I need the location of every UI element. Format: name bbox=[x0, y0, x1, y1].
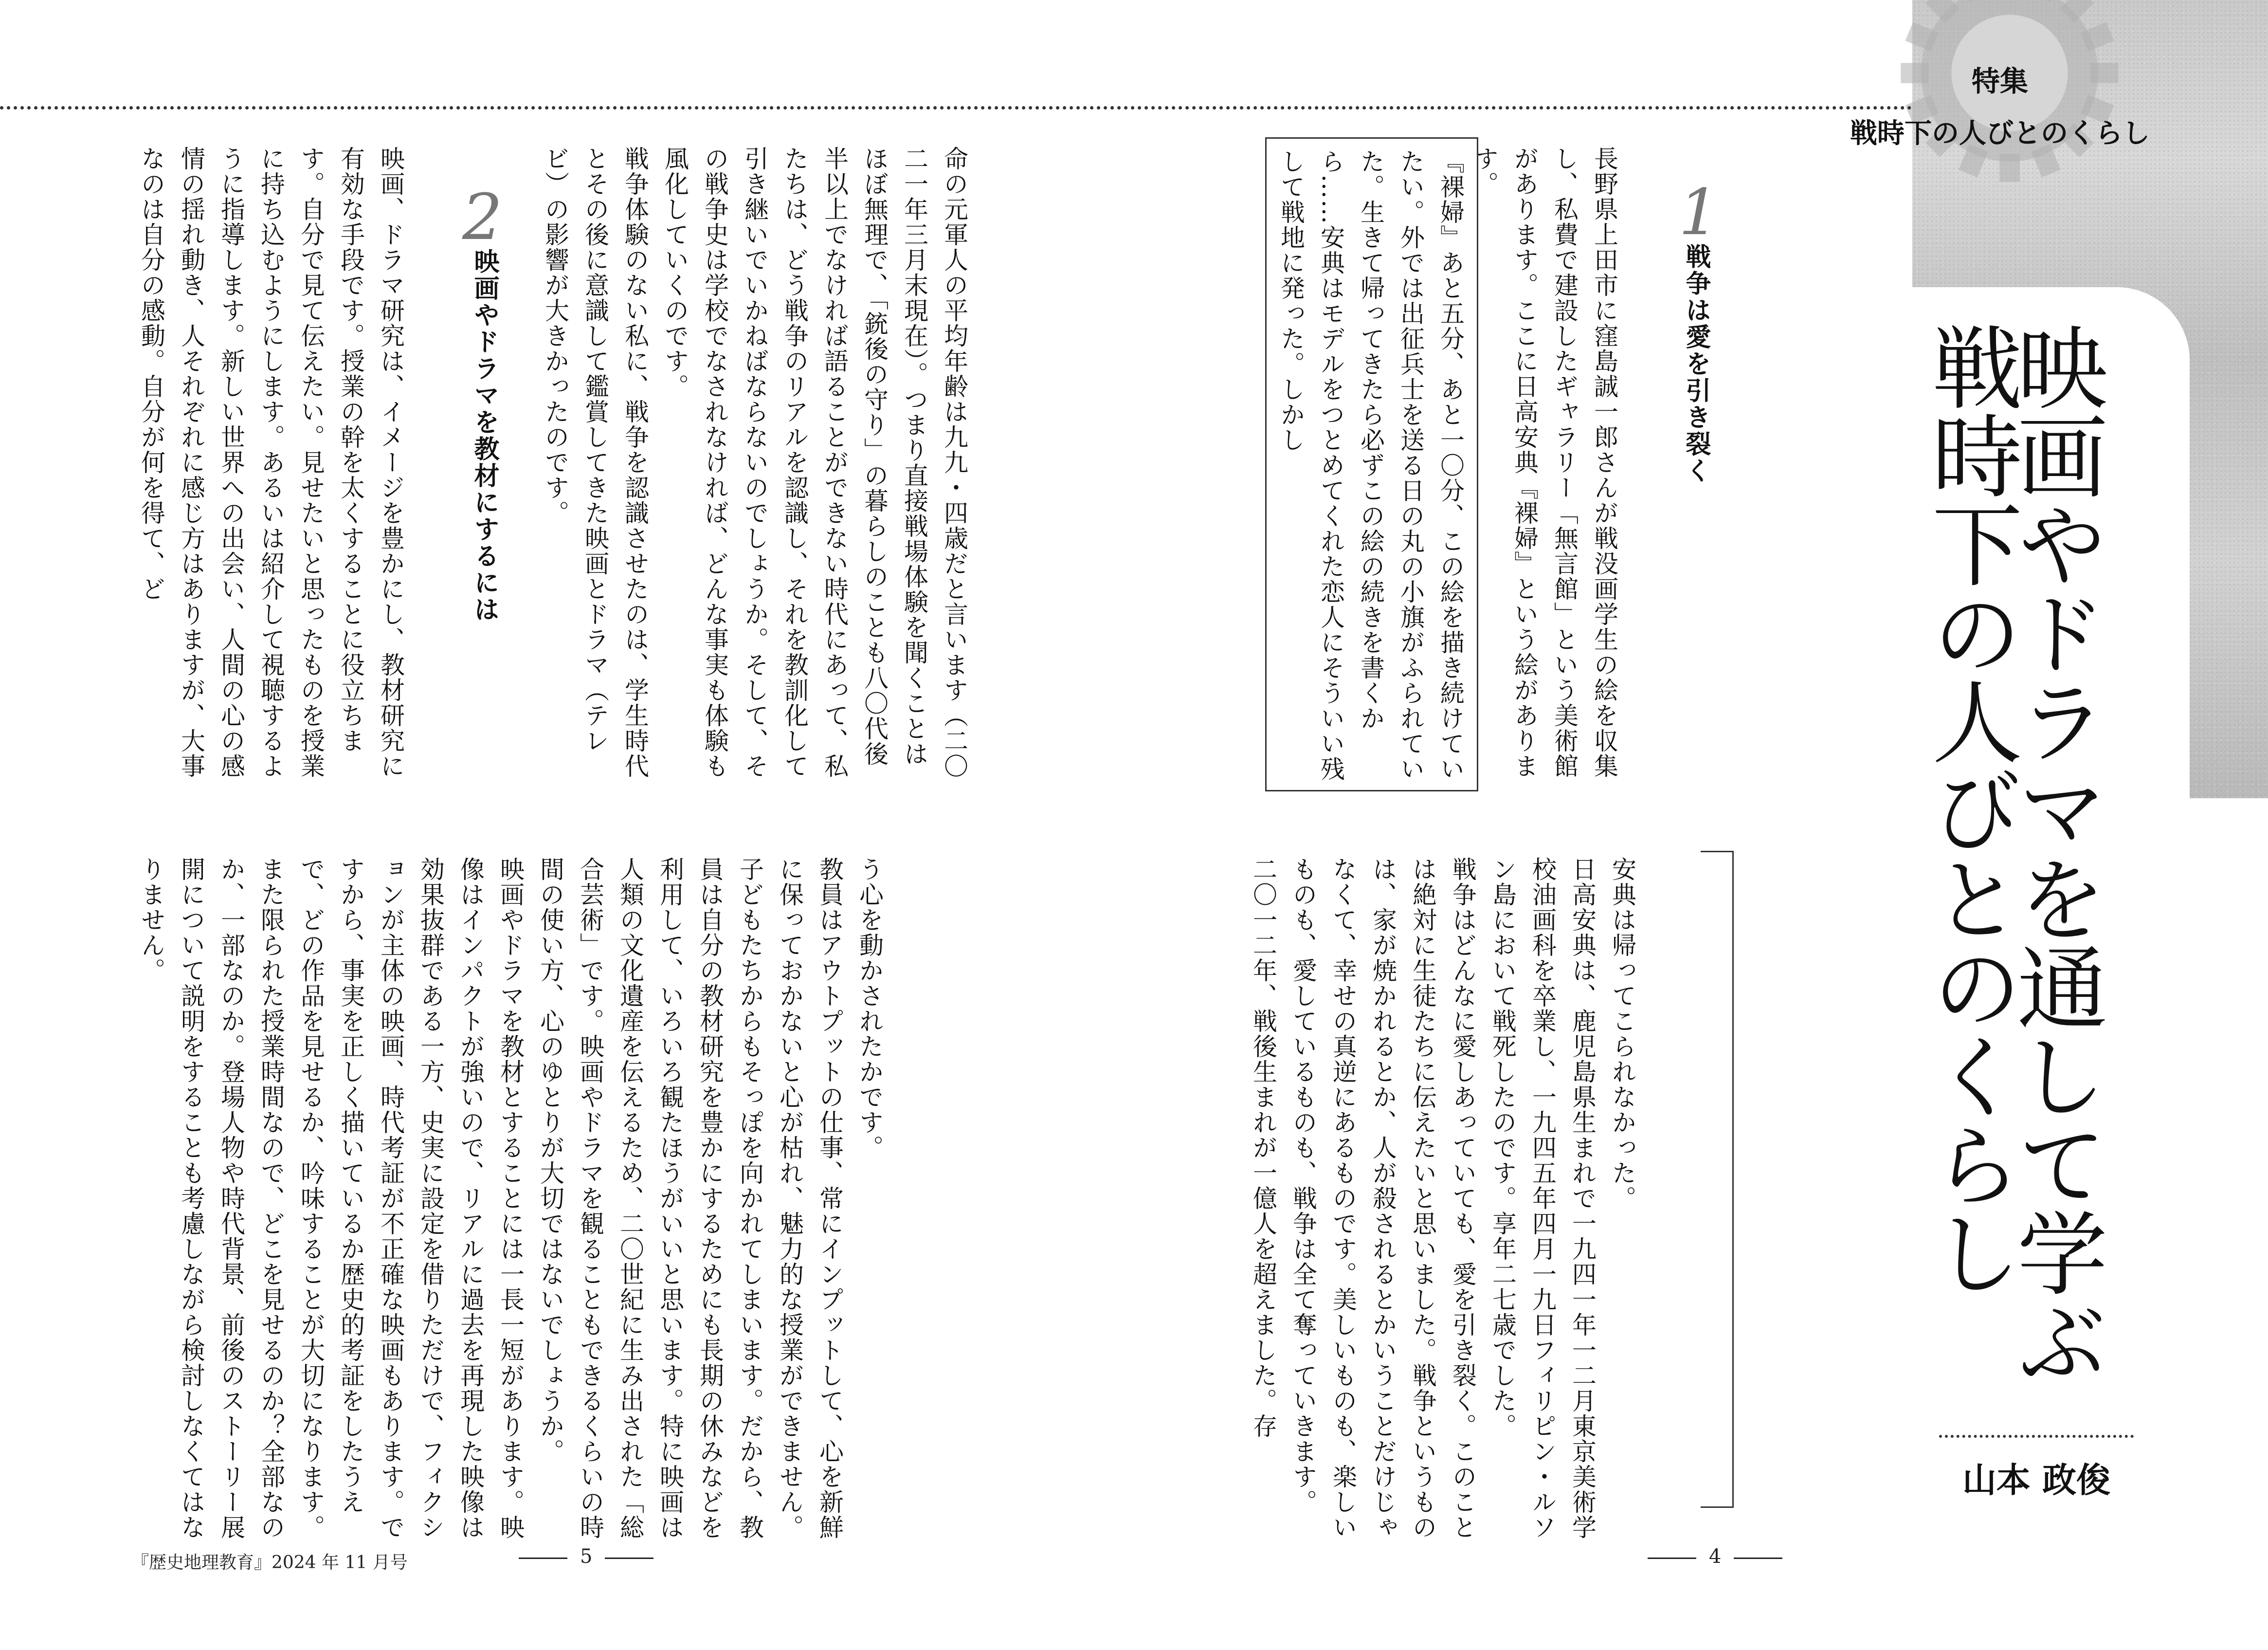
paragraph: 戦争体験のない私に、戦争を認識させたのは、学生時代とその後に意識して鑑賞してきた映画とドラマ（テレビ）の影響が大きかったのです。 bbox=[541, 146, 649, 779]
top-dotted-rule bbox=[0, 106, 1912, 110]
paragraph: 映画やドラマを教材とすることには一長一短があります。映像はインパクトが強いので、リアルに過去を再現した映像は効果抜群である一方、史実に設定を借りただけで、フィクションが主体の映画、時代考証が不正確な映画もあります。ですから、事実を正しく描いているか歴史的考証をしたうえで、どの作品を見せるか、吟味することが大切になります。また限られた授業時間なので、どこを見せるのか？全部なのか、一部なのか。登場人物や時代背景、前後のストーリー展開について説明をすることも考慮しながら検討しなくてはなりません。 bbox=[137, 857, 525, 1540]
section-2-text bbox=[131, 146, 411, 788]
section-1-heading: 戦争は愛を引き裂く bbox=[1681, 243, 1710, 484]
page-5-lower-text bbox=[131, 857, 889, 1548]
quote-box-text: 『裸婦』あと五分、あと一〇分、この絵を描き続けていたい。外では出征兵士を送る日の丸の小旗がふられていた。生きて帰ってきたら必ずこの絵の続きを書くから……安典はモデルをつとめてくれた恋人にそういい残して戦地に発った。しかし bbox=[1277, 149, 1465, 782]
quote-box-end-frame bbox=[1732, 851, 1734, 1508]
page-number-left-text: 5 bbox=[580, 1545, 593, 1568]
special-feature-subtitle: 戦時下の人びとのくらし bbox=[1850, 118, 2150, 149]
quote-box-end-text: 安典は帰ってこられなかった。 bbox=[1608, 857, 1636, 1211]
section-1-intro bbox=[1465, 146, 1624, 788]
page-number-left bbox=[506, 1545, 666, 1568]
quote-box-end-frame-top bbox=[1701, 851, 1734, 852]
section-1-number: 1 bbox=[1679, 175, 1719, 249]
author-divider bbox=[1939, 1435, 2134, 1438]
paragraph: 長野県上田市に窪島誠一郎さんが戦没画学生の絵を収集し、私費で建設したギャラリー「無言館」という美術館があります。ここに日高安典『裸婦』という絵があります。 bbox=[1470, 146, 1618, 779]
paragraph: 二〇一二年、戦後生まれが一億人を超えました。存 bbox=[1249, 857, 1277, 1439]
section-2-number: 2 bbox=[462, 180, 503, 254]
paragraph: 日高安典は、鹿児島県生まれで一九四一年一二月東京美術学校油画科を卒業し、一九四五年四月一九日フィリピン・ルソン島において戦死したのです。享年二七歳でした。 bbox=[1488, 857, 1597, 1540]
page-number-right bbox=[1635, 1545, 1795, 1568]
paragraph: う心を動かされたかです。 bbox=[855, 857, 884, 1160]
paragraph: 戦争はどんなに愛しあっていても、愛を引き裂く。このことは絶対に生徒たちに伝えたいと思いました。戦争というものは、家が焼かれるとか、人が殺されるとかいうことだけじゃなくて、幸せの真逆にあるものです。美しいものも、楽しいものも、愛しているものも、戦争は全て奪っていきます。 bbox=[1289, 857, 1477, 1540]
paragraph: 映画、ドラマ研究は、イメージを豊かにし、教材研究に有効な手段です。授業の幹を太くすることに役立ちます。自分で見て伝えたい。見せたいと思ったものを授業に持ち込むようにします。あるいは紹介して視聴するように指導します。新しい世界への出会い、人間の心の感情の揺れ動き、人それぞれに感じ方はありますが、大事なのは自分の感動。自分が何を得て、ど bbox=[137, 146, 405, 779]
section-1-continued bbox=[1243, 857, 1642, 1548]
journal-footer: 『歴史地理教育』2024 年 11 月号 bbox=[131, 1553, 408, 1573]
article-title-line-2: 戦時下の人びとのくらし bbox=[1917, 321, 2023, 1296]
author-name: 山本 政俊 bbox=[1962, 1460, 2111, 1500]
paragraph: 命の元軍人の平均年齢は九九・四歳だと言います（二〇二一年三月末現在）。つまり直接戦場体験を聞くことはほぼ無理で、「銃後の守り」の暮らしのことも八〇代後半以上でなければ語ることができない時代にあって、私たちは、どう戦争のリアルを認識し、それを教訓化して引き継いでいかねばならないのでしょうか。そして、その戦争史は学校でなされなければ、どんな事実も体験も風化していくのです。 bbox=[661, 146, 968, 779]
section-2-heading: 映画やドラマを教材にするには bbox=[470, 248, 499, 623]
quote-box-end-frame-bottom bbox=[1701, 1506, 1734, 1508]
article-title-line-1: 映画やドラマを通して学ぶ bbox=[2002, 321, 2108, 1384]
page-number-right-text: 4 bbox=[1709, 1545, 1722, 1568]
special-feature-label: 特集 bbox=[1971, 65, 2028, 98]
page-5-upper-text bbox=[535, 146, 974, 788]
gear-icon bbox=[1883, 0, 2136, 200]
paragraph: 教員はアウトプットの仕事、常にインプットして、心を新鮮に保っておかないと心が枯れ、魅力的な授業ができません。子どもたちからもそっぽを向かれてしまいます。だから、教員は自分の教材研究を豊かにするためにも長期の休みなどを利用して、いろいろ観たほうがいいと思います。特に映画は人類の文化遺産を伝えるため、二〇世紀に生み出された「総合芸術」です。映画やドラマを観ることもできるくらいの時間の使い方、心のゆとりが大切ではないでしょうか。 bbox=[536, 857, 844, 1540]
